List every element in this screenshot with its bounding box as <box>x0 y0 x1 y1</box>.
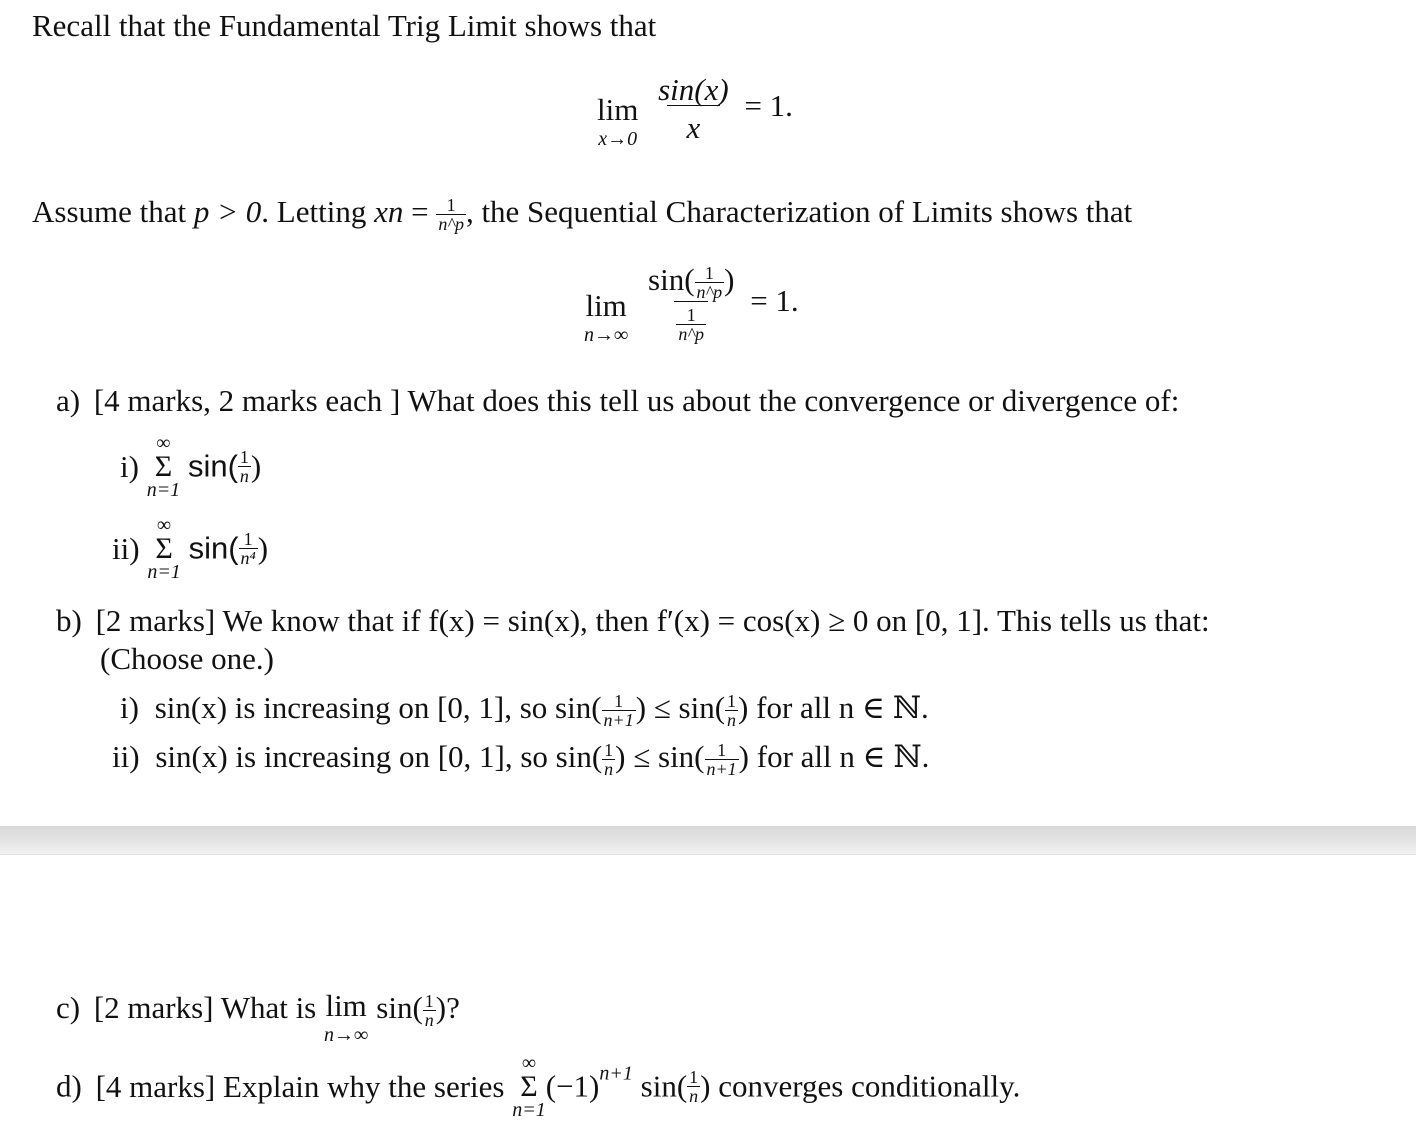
sequential-text: , the Sequential Characterization of Limits shows that <box>465 194 1133 229</box>
den: n+1 <box>706 759 737 780</box>
limit-equation-1 <box>597 74 793 149</box>
sin-open: sin( <box>648 262 695 297</box>
inner-den: n^p <box>696 282 723 303</box>
den: n <box>424 1010 434 1030</box>
option-text-mid: ) ≤ sin( <box>635 690 726 725</box>
fraction <box>423 992 436 1029</box>
sum-upper: ∞ <box>156 432 171 454</box>
part-a-item-ii <box>112 515 268 582</box>
fraction-2 <box>725 692 738 729</box>
sin-open: sin( <box>187 448 238 484</box>
option-label: ii) <box>112 739 140 774</box>
denominator: x <box>667 105 721 143</box>
option-text-pre: sin(x) is increasing on [0, 1], so sin( <box>154 690 602 725</box>
part-a-item-i <box>120 433 261 500</box>
part-a-label: a) <box>56 383 81 418</box>
den: n⁴ <box>240 548 256 568</box>
den: n <box>727 710 737 731</box>
page-separator <box>0 826 1416 855</box>
part-c-text: [2 marks] What is <box>93 990 324 1025</box>
part-b-choose: (Choose one.) <box>100 641 274 676</box>
part-b-label: b) <box>56 603 82 638</box>
equals-one: = 1. <box>750 282 799 318</box>
limit-operator <box>324 990 368 1045</box>
sin-close: ) <box>257 530 269 566</box>
part-a-text: [4 marks, 2 marks each ] What does this tell us about the convergence or divergence of: <box>93 383 1180 418</box>
numerator: sin(x) <box>658 72 729 107</box>
part-b-question <box>56 603 1210 639</box>
denominator-fraction <box>676 306 706 343</box>
part-b-option-ii[interactable] <box>112 739 929 778</box>
sin-close: ) <box>250 448 262 484</box>
option-text-post: ) for all n ∈ ℕ. <box>738 739 930 774</box>
limit-operator <box>584 264 628 345</box>
equals-sign: = <box>403 194 437 229</box>
num: 1 <box>424 991 434 1011</box>
fraction <box>687 1068 700 1105</box>
numerator: 1 <box>446 195 456 216</box>
sum-lower: n=1 <box>512 1099 546 1121</box>
part-c-question <box>56 990 460 1045</box>
limit-operator <box>597 74 638 149</box>
assume-text: Assume that <box>32 194 194 229</box>
part-d-label: d) <box>56 1068 82 1104</box>
denominator <box>674 301 708 343</box>
intro-text: Recall that the Fundamental Trig Limit shows that <box>32 8 657 43</box>
den: n+1 <box>603 710 634 731</box>
part-d-question <box>56 1053 1020 1120</box>
sin-open: sin( <box>188 530 239 566</box>
option-text-post: ) for all n ∈ ℕ. <box>738 690 929 725</box>
equals-one: = 1. <box>744 87 793 123</box>
sum-lower: n=1 <box>146 479 181 501</box>
option-label: i) <box>120 690 139 725</box>
lim-subscript: n→∞ <box>324 1024 369 1046</box>
num: 1 <box>239 447 249 467</box>
num: 1 <box>243 529 253 549</box>
letting-text: . Letting <box>261 194 375 229</box>
fraction-2 <box>705 741 739 778</box>
part-d-end: ) converges conditionally. <box>700 1068 1021 1104</box>
limit-equation-2 <box>584 264 799 345</box>
fraction-1 <box>602 692 636 729</box>
part-b-text: [2 marks] We know that if f(x) = sin(x), then f′(x) = cos(x) ≥ 0 on [0, 1]. This tells us that: <box>95 603 1210 638</box>
p-condition: p > 0 <box>193 194 262 229</box>
sin-close: ) <box>724 262 735 297</box>
item-label: ii) <box>112 530 140 566</box>
one-over-np <box>436 196 466 233</box>
num: 1 <box>717 740 727 761</box>
sum-symbol: ∞ Σ n=1 <box>512 1052 546 1121</box>
lim-text: lim <box>325 988 367 1023</box>
sum-lower: n=1 <box>147 561 181 583</box>
num: 1 <box>614 691 624 712</box>
part-d-text: [4 marks] Explain why the series <box>95 1068 513 1104</box>
item-label: i) <box>120 448 139 484</box>
part-c-end: )? <box>435 990 460 1025</box>
sum-upper: ∞ <box>521 1052 537 1074</box>
fraction-1 <box>602 741 615 778</box>
sin-open: sin( <box>632 1068 688 1104</box>
sin-open: sin( <box>376 990 423 1025</box>
lim-text: lim <box>597 92 639 127</box>
sum-symbol: ∞ Σ n=1 <box>146 432 181 501</box>
fraction <box>238 448 251 485</box>
num: 1 <box>604 740 614 761</box>
num: 1 <box>689 1067 699 1087</box>
xn-symbol: xn <box>374 194 404 229</box>
fraction-sin-over-inverse <box>646 264 736 343</box>
lim-subscript: n→∞ <box>584 324 629 346</box>
den-num: 1 <box>686 305 696 326</box>
numerator <box>646 264 736 301</box>
sum-upper: ∞ <box>156 514 172 536</box>
den-den: n^p <box>678 324 705 345</box>
assume-line <box>32 194 1132 233</box>
inner-fraction <box>695 264 725 301</box>
part-c-label: c) <box>56 990 81 1025</box>
option-text-mid: ) ≤ sin( <box>615 739 705 774</box>
option-text-pre: sin(x) is increasing on [0, 1], so sin( <box>155 739 603 774</box>
inner-num: 1 <box>704 263 714 284</box>
part-b-option-i[interactable] <box>120 690 929 729</box>
denominator: n^p <box>438 214 464 235</box>
den: n <box>604 759 614 780</box>
lim-text: lim <box>585 288 627 323</box>
part-a-question <box>56 383 1179 419</box>
fraction <box>239 530 258 567</box>
exponent: n+1 <box>599 1062 633 1085</box>
sum-symbol: ∞ Σ n=1 <box>147 514 181 583</box>
num: 1 <box>727 691 737 712</box>
fraction-sinx-over-x <box>656 74 731 143</box>
den: n <box>239 466 249 486</box>
den: n <box>689 1086 699 1106</box>
lim-subscript: x→0 <box>598 128 638 150</box>
neg-one: (−1) <box>545 1068 600 1104</box>
